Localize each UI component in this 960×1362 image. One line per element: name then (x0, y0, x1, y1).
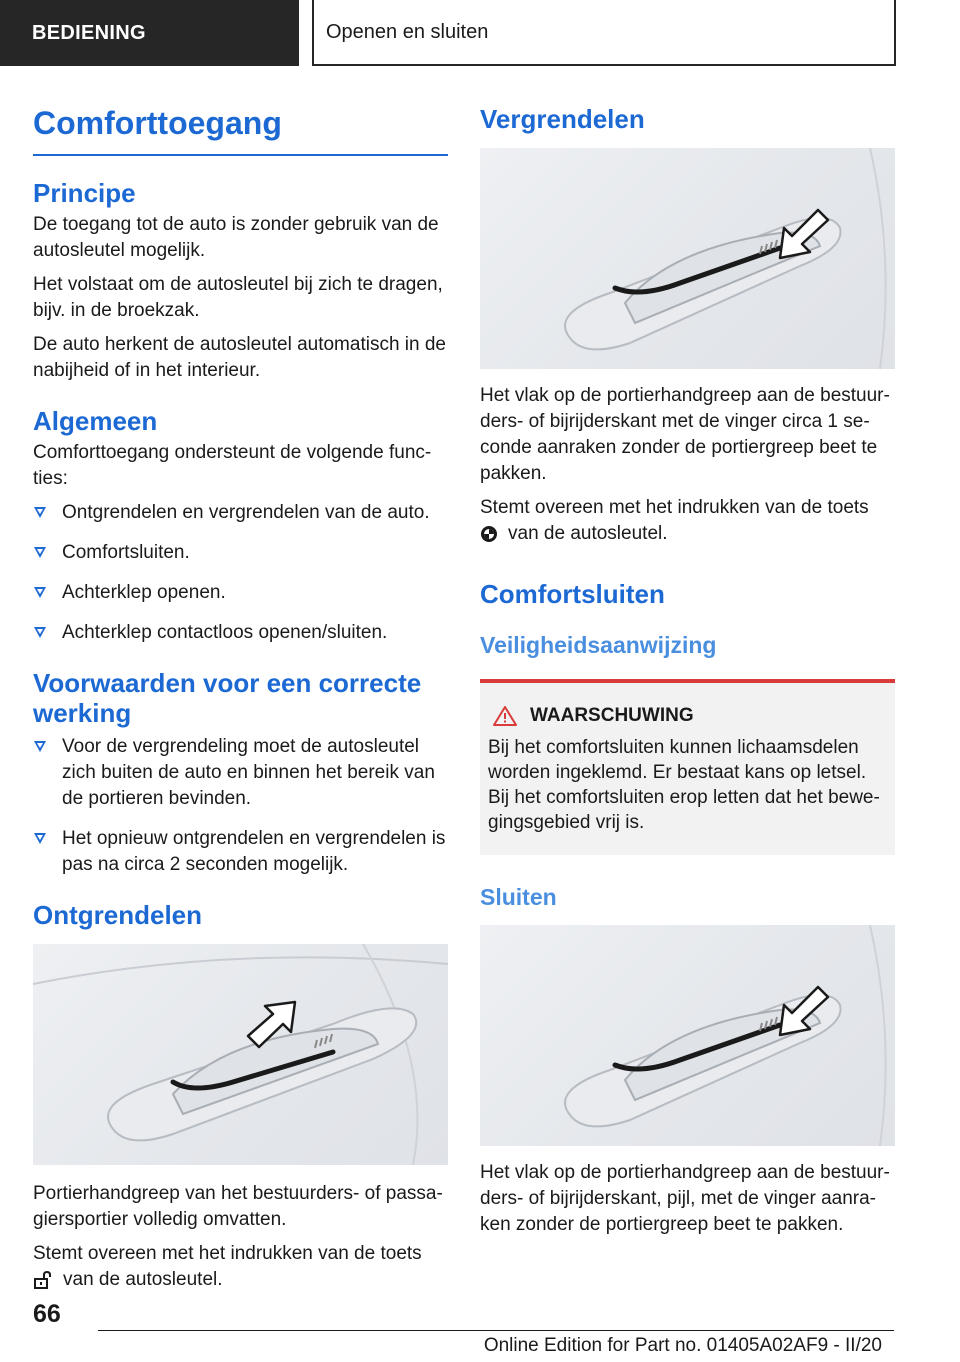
door-handle-lock-svg (480, 148, 895, 369)
door-handle-illustration-lock (480, 148, 895, 369)
bullet-list (33, 734, 448, 878)
triangle-bullet-icon (34, 741, 46, 752)
list-item: Ontgrendelen en vergrendelen van de auto. (33, 500, 448, 526)
left-column (33, 96, 448, 1301)
unlock-key-icon (33, 1271, 53, 1289)
heading-vergrendelen: Vergrendelen (480, 104, 645, 134)
warning-triangle-icon (492, 705, 518, 727)
section-vergrendelen (480, 96, 895, 547)
section-algemeen (33, 406, 448, 646)
right-column (480, 96, 895, 1246)
triangle-bullet-icon (34, 547, 46, 558)
paragraph: Het vlak op de portierhandgreep aan de bestuur-ders- of bijrijderskant met de vinger circa 1 se-conde aanraken zonder de portiergreep beet te pakken. (480, 385, 890, 484)
paragraph: Het vlak op de portierhandgreep aan de bestuur-ders- of bijrijderskant, pijl, met de vinger aanra-ken zonder de portiergreep beet te pakken. (480, 1162, 890, 1235)
section-tab: BEDIENING (0, 0, 299, 66)
paragraph: De auto herkent de autosleutel automatisch in de nabijheid of in het interieur. (33, 334, 446, 382)
section-voorwaarden (33, 668, 448, 878)
section-comfortsluiten (480, 579, 895, 855)
paragraph: Comforttoegang ondersteunt de volgende func-ties: (33, 442, 432, 490)
page-number: 66 (33, 1300, 61, 1328)
list-item: Voor de vergrendeling moet de autosleutel zich buiten de auto en binnen het bereik van de portieren bevinden. (33, 734, 448, 812)
triangle-bullet-icon (34, 507, 46, 518)
heading-voorwaarden: Voorwaarden voor een correcte werking (33, 668, 422, 729)
paragraph: Portierhandgreep van het bestuurders- of passa-giersportier volledig omvatten. (33, 1183, 443, 1231)
heading-principe: Principe (33, 178, 136, 209)
heading-ontgrendelen: Ontgrendelen (33, 900, 203, 931)
bullet-list (33, 500, 448, 646)
door-handle-illustration-unlock (33, 944, 448, 1165)
door-handle-unlock-svg (33, 944, 448, 1165)
paragraph: Stemt overeen met het indrukken van de toets van de autosleutel. (480, 497, 869, 544)
warning-title: WAARSCHUWING (530, 705, 694, 726)
bmw-logo-key-icon (480, 525, 498, 543)
warning-text: Bij het comfortsluiten kunnen lichaamsdelen worden ingeklemd. Er bestaat kans op letsel. (488, 737, 867, 783)
door-handle-close-svg (480, 925, 895, 1146)
paragraph: Het volstaat om de autosleutel bij zich te dragen, bijv. in de broekzak. (33, 274, 443, 322)
heading-comfortsluiten: Comfortsluiten (480, 579, 665, 609)
warning-box (480, 679, 895, 855)
warning-text: Bij het comfortsluiten erop letten dat het bewe-gingsgebied vrij is. (488, 787, 880, 833)
section-ontgrendelen (33, 900, 448, 1293)
paragraph: Stemt overeen met het indrukken van de toets van de autosleutel. (33, 1243, 422, 1291)
list-item: Achterklep contactloos openen/sluiten. (33, 620, 448, 646)
door-handle-illustration-close (480, 925, 895, 1146)
triangle-bullet-icon (34, 587, 46, 598)
footer-edition: Online Edition for Part no. 01405A02AF9 - II/20 (98, 1330, 894, 1361)
heading-algemeen: Algemeen (33, 406, 158, 437)
section-principe (33, 178, 448, 384)
list-item: Achterklep openen. (33, 580, 448, 606)
heading-sluiten: Sluiten (480, 884, 557, 910)
section-sluiten (480, 883, 895, 1238)
list-item: Comfortsluiten. (33, 540, 448, 566)
chapter-title: Openen en sluiten (312, 0, 896, 66)
triangle-bullet-icon (34, 833, 46, 844)
page-title: Comforttoegang (33, 96, 448, 156)
triangle-bullet-icon (34, 627, 46, 638)
list-item: Het opnieuw ontgrendelen en vergrendelen is pas na circa 2 seconden mogelijk. (33, 826, 448, 878)
page-header (0, 0, 960, 66)
heading-veiligheidsaanwijzing: Veiligheidsaanwijzing (480, 632, 717, 658)
paragraph: De toegang tot de auto is zonder gebruik van de autosleutel mogelijk. (33, 214, 439, 262)
